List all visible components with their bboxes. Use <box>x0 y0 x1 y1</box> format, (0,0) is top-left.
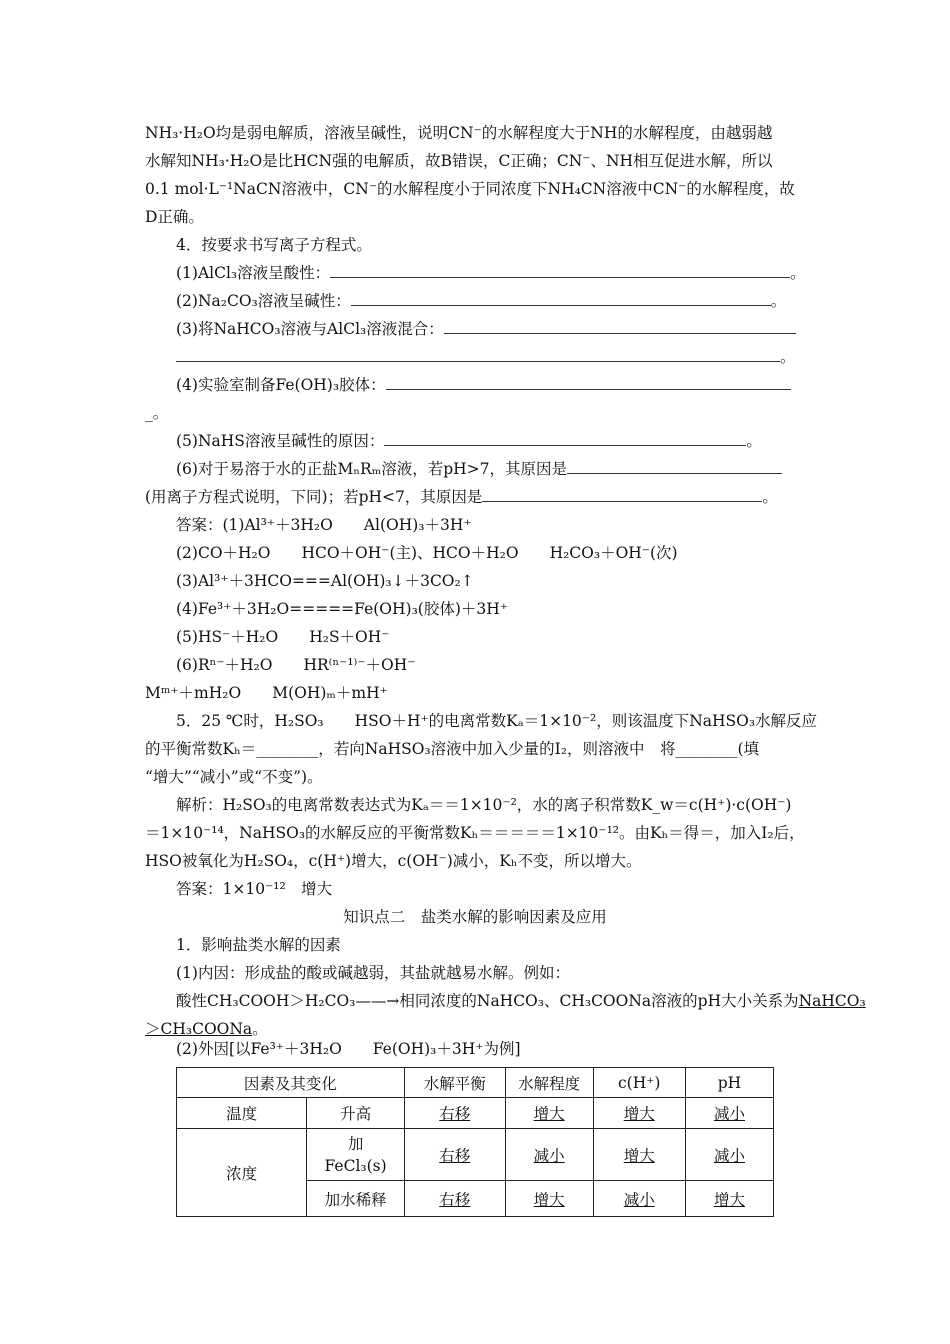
answer-5: 答案：1×10⁻¹² 增大 <box>176 880 333 898</box>
value-cell: 增大 <box>505 1181 593 1217</box>
text-line: D正确。 <box>145 208 204 226</box>
prompt: (4)实验室制备Fe(OH)₃胶体： <box>176 376 386 394</box>
knowledge-line: (2)外因[以Fe³⁺＋3H₂O Fe(OH)₃＋3H⁺为例] <box>176 1040 521 1058</box>
value-cell: 右移 <box>404 1129 505 1181</box>
punct: 。 <box>790 264 806 282</box>
change-line: 加 <box>347 1134 364 1153</box>
header-cell: pH <box>685 1068 773 1098</box>
answer-line: (5)HS⁻＋H₂O H₂S＋OH⁻ <box>176 628 390 646</box>
question-4-2 <box>176 291 810 311</box>
table-row <box>177 1129 774 1181</box>
question-5-cont: 的平衡常数Kₕ＝________，若向NaHSO₃溶液中加入少量的I₂，则溶液中 将________(填 <box>145 740 760 758</box>
value-cell: 减小 <box>505 1129 593 1181</box>
table-header-row <box>177 1068 774 1098</box>
value-cell: 右移 <box>404 1098 505 1129</box>
factors-table <box>176 1067 774 1217</box>
knowledge-line <box>176 991 866 1011</box>
prompt: (3)将NaHCO₃溶液与AlCl₃溶液混合： <box>176 320 444 338</box>
question-4-3-cont <box>176 347 810 367</box>
section-heading: 知识点二 盐类水解的影响因素及应用 <box>343 908 607 926</box>
knowledge-line: 1．影响盐类水解的因素 <box>176 936 341 954</box>
answer-blank <box>567 459 782 474</box>
text-line: NH₃·H₂O均是弱电解质，溶液呈碱性，说明CN⁻的水解程度大于NH的水解程度，由越弱越 <box>145 124 773 142</box>
value-cell: 减小 <box>685 1098 773 1129</box>
punct: 。 <box>746 432 762 450</box>
header-cell: 水解程度 <box>505 1068 593 1098</box>
answer-line: (3)Al³⁺＋3HCO===Al(OH)₃↓＋3CO₂↑ <box>176 572 474 590</box>
underlined-answer: ＞CH₃COONa <box>145 1020 253 1038</box>
question-5: 5．25 ℃时，H₂SO₃ HSO＋H⁺的电离常数Kₐ＝1×10⁻²，则该温度下NaHSO₃水解反应 <box>176 712 818 730</box>
punct: 。 <box>762 488 778 506</box>
answer-blank <box>482 487 762 502</box>
solution-line: 解析：H₂SO₃的电离常数表达式为Kₐ＝＝1×10⁻²，水的离子积常数K_w＝c(H⁺)·c(OH⁻) <box>176 796 792 814</box>
prompt: (用离子方程式说明，下同)；若pH<7，其原因是 <box>145 488 483 506</box>
answer-blank <box>176 347 780 362</box>
answer-blank <box>330 263 790 278</box>
value-cell: 增大 <box>593 1129 685 1181</box>
value-cell: 减小 <box>593 1181 685 1217</box>
answer-blank <box>351 291 771 306</box>
value-cell: 右移 <box>404 1181 505 1217</box>
question-4-title: 4．按要求书写离子方程式。 <box>176 236 372 254</box>
answer-line: (6)Rⁿ⁻＋H₂O HR⁽ⁿ⁻¹⁾⁻＋OH⁻ <box>176 656 416 674</box>
prompt: (5)NaHS溶液呈碱性的原因： <box>176 432 385 450</box>
text-line: 0.1 mol·L⁻¹NaCN溶液中，CN⁻的水解程度小于同浓度下NH₄CN溶液中CN⁻的水解程度，故 <box>145 180 795 198</box>
punct: 。 <box>252 1020 268 1038</box>
change-cell <box>307 1129 405 1181</box>
punct: 。 <box>770 292 787 310</box>
answer-blank <box>386 375 791 390</box>
knowledge-line <box>145 1019 810 1039</box>
table-row <box>177 1098 774 1129</box>
prompt: (6)对于易溶于水的正盐MₙRₘ溶液，若pH>7，其原因是 <box>176 460 567 478</box>
change-cell: 升高 <box>307 1098 405 1129</box>
question-4-3 <box>176 319 810 339</box>
factor-cell: 温度 <box>177 1098 307 1129</box>
header-cell: 因素及其变化 <box>177 1068 405 1098</box>
value-cell: 增大 <box>505 1098 593 1129</box>
solution-line: ＝1×10⁻¹⁴，NaHSO₃的水解反应的平衡常数Kₕ＝＝＝＝＝1×10⁻¹²。由Kₕ＝得＝，加入I₂后， <box>145 824 805 842</box>
header-cell: 水解平衡 <box>404 1068 505 1098</box>
change-cell: 加水稀释 <box>307 1181 405 1217</box>
answer-line: 答案：(1)Al³⁺＋3H₂O Al(OH)₃＋3H⁺ <box>176 516 472 534</box>
text-line: 水解知NH₃·H₂O是比HCN强的电解质，故B错误，C正确；CN⁻、NH相互促进水解，所以 <box>145 152 773 170</box>
factor-cell: 浓度 <box>177 1129 307 1217</box>
prompt: (2)Na₂CO₃溶液呈碱性： <box>176 292 351 310</box>
prompt: (1)AlCl₃溶液呈酸性： <box>176 264 331 282</box>
knowledge-line: (1)内因：形成盐的酸或碱越弱，其盐就越易水解。例如： <box>176 964 570 982</box>
answer-blank <box>384 431 746 446</box>
answer-line: Mᵐ⁺＋mH₂O M(OH)ₘ＋mH⁺ <box>145 684 388 702</box>
answer-line: (2)CO＋H₂O HCO＋OH⁻(主)、HCO＋H₂O H₂CO₃＋OH⁻(次) <box>176 544 678 562</box>
punct: 。 <box>780 348 796 366</box>
underlined-answer: NaHCO₃ <box>798 992 866 1010</box>
change-line: FeCl₃(s) <box>324 1156 387 1175</box>
answer-line: (4)Fe³⁺＋3H₂O=====Fe(OH)₃(胶体)＋3H⁺ <box>176 600 508 618</box>
value-cell: 减小 <box>685 1129 773 1181</box>
question-4-4-cont: _。 <box>145 404 169 422</box>
question-4-5 <box>176 431 810 451</box>
solution-line: HSO被氧化为H₂SO₄，c(H⁺)增大，c(OH⁻)减小，Kₕ不变，所以增大。 <box>145 852 642 870</box>
question-5-cont: “增大”“减小”或“不变”)。 <box>145 768 323 786</box>
text: 酸性CH₃COOH＞H₂CO₃——→相同浓度的NaHCO₃、CH₃COONa溶液的pH大小关系为 <box>176 992 799 1010</box>
header-cell: c(H⁺) <box>593 1068 685 1098</box>
question-4-6 <box>176 459 810 479</box>
answer-blank <box>444 319 796 334</box>
question-4-6-cont <box>145 487 810 507</box>
question-4-1 <box>176 263 810 283</box>
value-cell: 增大 <box>593 1098 685 1129</box>
value-cell: 增大 <box>685 1181 773 1217</box>
question-4-4 <box>176 375 810 395</box>
